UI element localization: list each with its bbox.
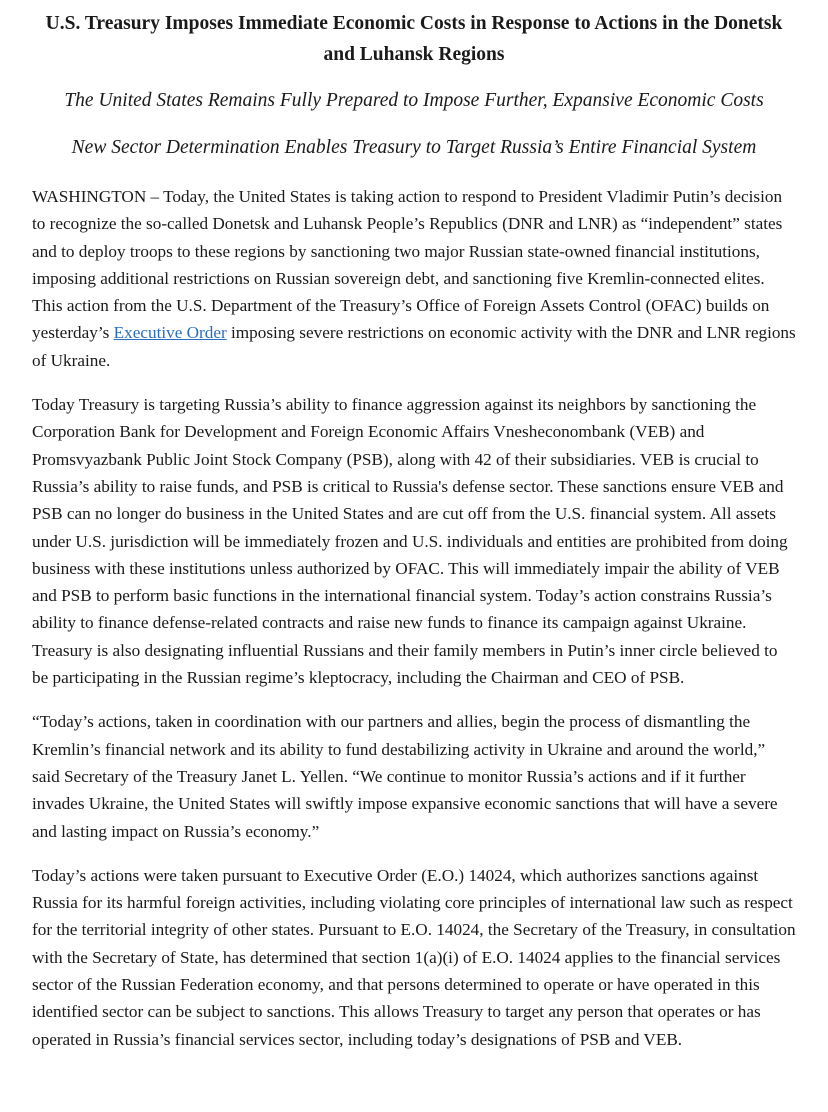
page-title: U.S. Treasury Imposes Immediate Economic Costs in Response to Actions in the Donetsk and Luhansk Regions: [45, 13, 783, 65]
paragraph-intro-text-end: imposing severe restrictions on economic activity with the DNR and LNR regions of Ukraine.: [32, 323, 796, 370]
subtitle-sector-determination: New Sector Determination Enables Treasury to Target Russia’s Entire Financial System: [71, 137, 757, 158]
paragraph-sanctions-detail: Today Treasury is targeting Russia’s ability to finance aggression against its neighbors by sanctioning the Corporation Bank for Development and Foreign Economic Affairs Vnesheconombank (VEB) and Promsvyazbank Public Joint Stock Company (PSB), along with 42 of their subsidiaries. VEB is crucial to Russia’s ability to raise funds, and PSB is critical to Russia's defense sector. These sanctions ensure VEB and PSB can no longer do business in the United States and are cut off from the U.S. financial system. All assets under U.S. jurisdiction will be immediately frozen and U.S. individuals and entities are prohibited from doing business with these institutions unless authorized by OFAC. This will immediately impair the ability of VEB and PSB to perform basic functions in the international financial system. Today’s action constrains Russia’s ability to finance defense-related contracts and raise new funds to finance its campaign against Ukraine. Treasury is also designating influential Russians and their family members in Putin’s inner circle believed to be participating in the Russian regime’s kleptocracy, including the Chairman and CEO of PSB.: [32, 395, 788, 688]
subtitle-prepared-costs: The United States Remains Fully Prepared to Impose Further, Expansive Economic Costs: [64, 90, 764, 111]
paragraph-legal-basis: Today’s actions were taken pursuant to Executive Order (E.O.) 14024, which authorizes sanctions against Russia for its harmful foreign activities, including violating core principles of international law such as respect for the territorial integrity of other states. Pursuant to E.O. 14024, the Secretary of the Treasury, in consultation with the Secretary of State, has determined that section 1(a)(i) of E.O. 14024 applies to the financial services sector of the Russian Federation economy, and that persons determined to operate or have operated in this identified sector can be subject to sanctions. This allows Treasury to target any person that operates or has operated in Russia’s financial services sector, including today’s designations of PSB and VEB.: [32, 865, 796, 1049]
paragraph-intro: [32, 183, 796, 374]
executive-order-link[interactable]: Executive Order: [113, 323, 227, 343]
paragraph-yellen-quote: “Today’s actions, taken in coordination with our partners and allies, begin the process of dismantling the Kremlin’s financial network and its ability to fund destabilizing activity in Ukraine and around the world,” said Secretary of the Treasury Janet L. Yellen. “We continue to monitor Russia’s actions and if it further invades Ukraine, the United States will swiftly impose expansive economic sanctions that will have a severe and lasting impact on Russia’s economy.”: [32, 712, 778, 841]
paragraph-intro-text-start: WASHINGTON – Today, the United States is taking action to respond to President Vladimir Putin’s decision to recognize the so-called Donetsk and Luhansk People’s Republics (DNR and LNR) as “independent” states and to deploy troops to these regions by sanctioning two major Russian state-owned financial institutions, imposing additional restrictions on Russian sovereign debt, and sanctioning five Kremlin-connected elites. This action from the U.S. Department of the Treasury’s Office of Foreign Assets Control (OFAC) builds on yesterday’s: [32, 187, 783, 343]
